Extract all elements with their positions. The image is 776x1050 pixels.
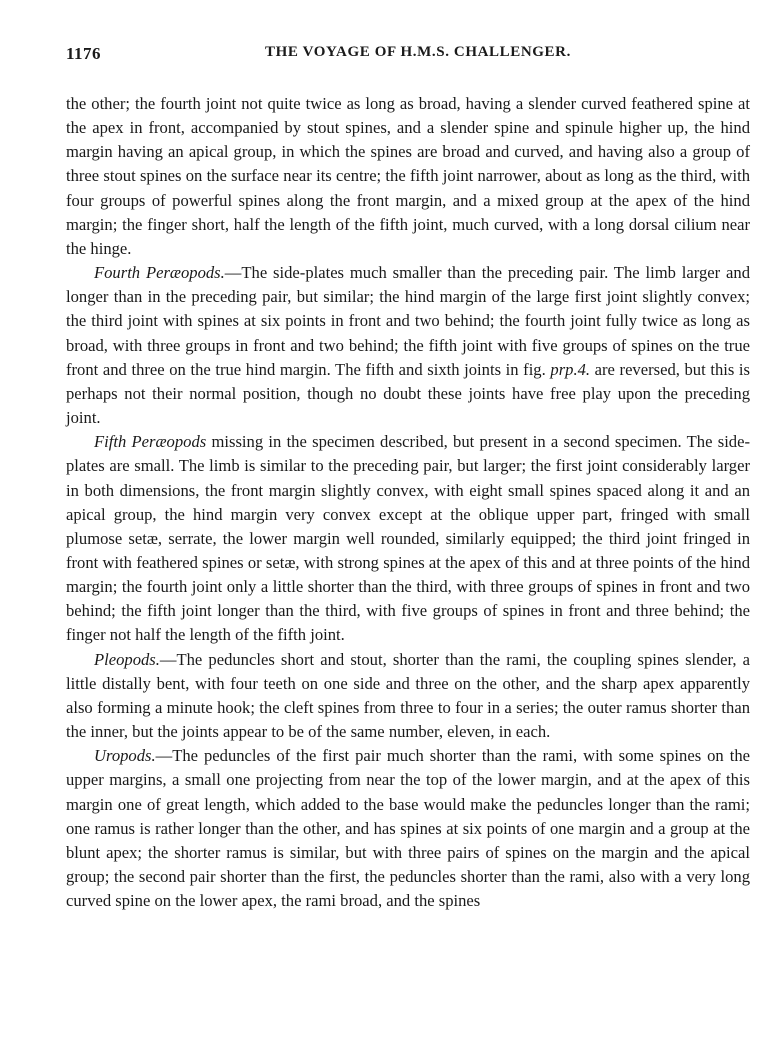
paragraph-fourth-peraeopods [66,261,750,430]
paragraph-fifth-peraeopods [66,430,750,647]
paragraph-uropods [66,744,750,913]
document-page [66,44,750,913]
paragraph-text: are reversed, but this is perhaps not their normal position, though no doubt these joints have free play upon the preceding joint. [66,359,751,428]
page-number: 1176 [66,44,102,63]
section-heading-fourth-peraeopods: Fourth Peræopods. [94,263,225,283]
paragraph-text: —The peduncles of the first pair much shorter than the rami, with some spines on the upper margins, a small one projecting from near the top of the lower margin, and at the apex of this margin one of great length, which added to the base would make the peduncles longer than the rami; one ramus is rather longer than the other, and has spines at six points of one margin and a group at the blunt apex; the shorter ramus is similar, but with three pairs of spines on the margin and the apical group; the second pair shorter than the first, the peduncles shorter than the rami, also with a very long curved spine on the lower apex, the rami broad, and the spines [66,746,750,911]
figure-reference: prp.4. [550,359,591,379]
paragraph-text: —The side-plates much smaller than the preceding pair. The limb larger and longer than in the preceding pair, but similar; the hind margin of the large first joint slightly convex; the third joint with spines at six points in front and two behind; the fourth joint fully twice as long as broad, with three groups in front and two behind; the fifth joint with five groups of spines on the true front and three on the true hind margin. The fifth and sixth joints in fig. [66,263,750,379]
paragraph-text: the other; the fourth joint not quite twice as long as broad, having a slender curved feathered spine at the apex in front, accompanied by stout spines, and a slender spine and spinule higher up, the hind margin having an apical group, in which the spines are broad and curved, and having also a group of three stout spines on the surface near its centre; the fifth joint narrower, about as long as the third, with four groups of powerful spines along the front margin, and a mixed group at the apex of the hind margin; the finger short, half the length of the fifth joint, much curved, with a long dorsal cilium near the hinge. [66,94,750,258]
running-title: THE VOYAGE OF H.M.S. CHALLENGER. [265,44,571,60]
paragraph-text: missing in the specimen described, but present in a second specimen. The side-plates are small. The limb is similar to the preceding pair, but larger; the first joint considerably larger in both dimensions, the front margin slightly convex, with eight small spines spaced along it and an apical group, the hind margin very convex except at the oblique upper part, fringed with small plumose setæ, serrate, the lower margin well rounded, similarly equipped; the third joint fringed in front with feathered spines or setæ, with strong spines at the apex of this and at three points of the hind margin; the fourth joint only a little shorter than the third, with three groups of spines in front and two behind; the fifth joint longer than the third, with five groups of spines in front and three behind; the finger not half the length of the fifth joint. [66,432,750,645]
body-text [66,92,750,913]
running-header [66,44,750,68]
section-heading-pleopods: Pleopods. [94,649,160,669]
paragraph-text: —The peduncles short and stout, shorter than the rami, the coupling spines slender, a little distally bent, with four teeth on one side and three on the other, and the sharp apex apparently also forming a minute hook; the cleft spines from three to four in a series; the outer ramus shorter than the inner, but the joints appear to be of the same number, eleven, in each. [66,649,750,742]
section-heading-fifth-peraeopods: Fifth Peræopods [94,432,207,452]
paragraph-continuation [66,92,750,261]
section-heading-uropods: Uropods. [94,746,156,766]
paragraph-pleopods [66,648,750,745]
